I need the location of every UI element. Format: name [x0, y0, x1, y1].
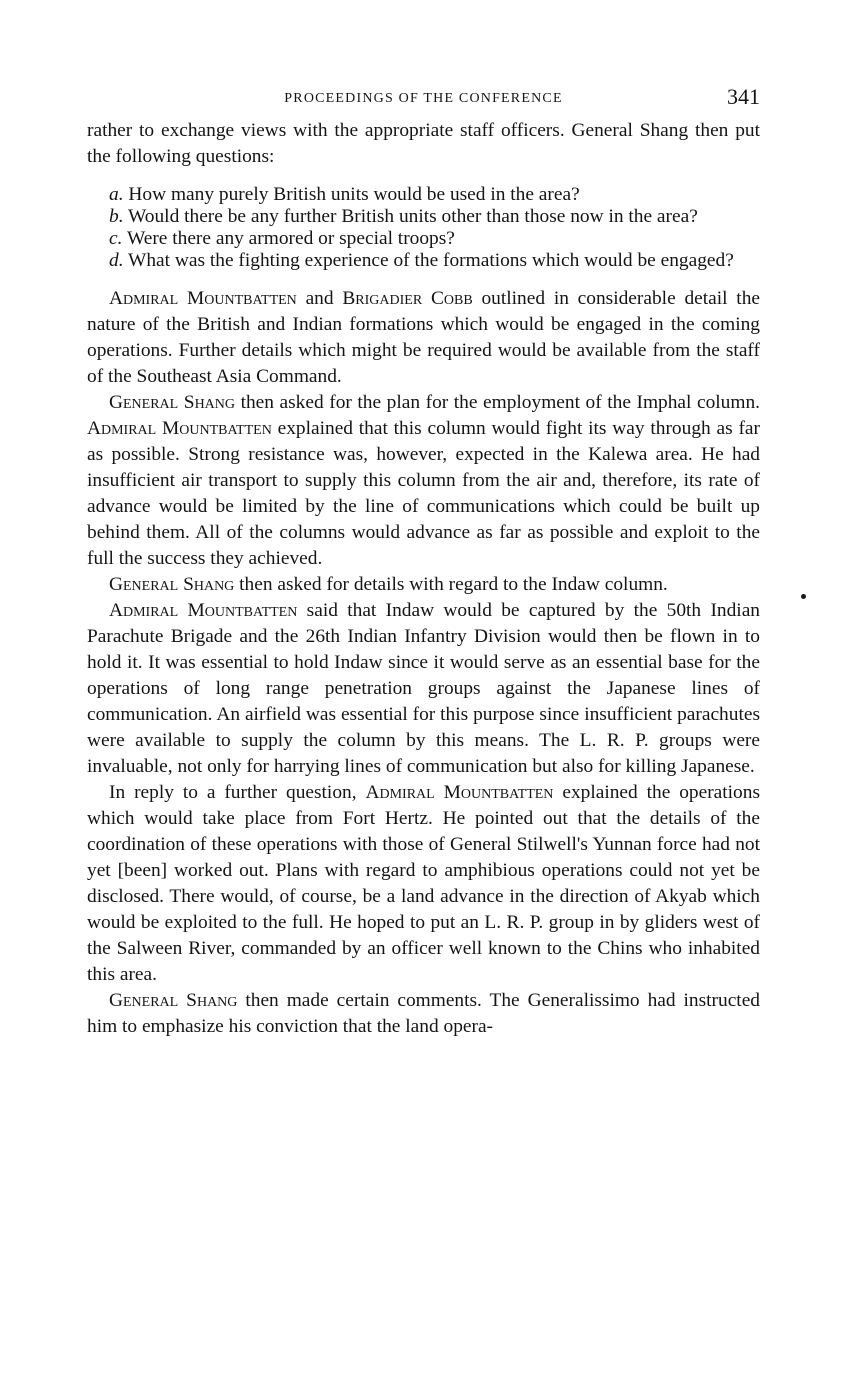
page-header — [87, 84, 760, 118]
speaker-name: Brigadier Cobb — [342, 288, 473, 309]
body-paragraph — [87, 390, 760, 572]
paragraph-text: outlined in considerable detail the nature of the British and Indian formations which would be engaged in the coming operations. Further details which might be required would be available from the staff of the Southeast Asia Command. — [87, 288, 760, 387]
speaker-name: Admiral Mountbatten — [109, 600, 298, 621]
question-letter: b. — [109, 206, 124, 227]
question-list — [87, 184, 760, 272]
body-paragraph — [87, 598, 760, 780]
page-number: 341 — [727, 84, 760, 109]
question-letter: d. — [109, 250, 124, 271]
speaker-name: General Shang — [109, 990, 238, 1011]
speaker-name: Admiral Mountbatten — [87, 418, 272, 439]
body-paragraph — [87, 286, 760, 390]
question-letter: a. — [109, 184, 124, 205]
question-item — [87, 228, 760, 250]
body-paragraph — [87, 780, 760, 988]
speaker-name: Admiral Mountbatten — [365, 782, 554, 803]
question-text: What was the fighting experience of the formations which would be engaged? — [128, 250, 734, 271]
paragraph-text: and — [296, 288, 343, 309]
margin-dot-mark — [801, 594, 806, 599]
question-letter: c. — [109, 228, 123, 249]
paragraph-text: then asked for details with regard to the Indaw column. — [234, 574, 668, 595]
running-head: PROCEEDINGS OF THE CONFERENCE — [284, 91, 563, 106]
paragraph-text: explained the operations which would take place from Fort Hertz. He pointed out that the details of the coordination of these operations with those of General Stilwell's Yunnan force had not yet [been] worked out. Plans with regard to amphibious operations could not yet be disclosed. There would, of course, be a land advance in the direction of Akyab which would be exploited to the full. He hoped to put an L. R. P. group in by gliders west of the Salween River, commanded by an officer well known to the Chins who inhabited this area. — [87, 782, 760, 985]
intro-paragraph: rather to exchange views with the appropriate staff officers. General Shang then put the following questions: — [87, 120, 760, 167]
speaker-name: General Shang — [109, 392, 236, 413]
paragraph-text: said that Indaw would be captured by the 50th Indian Parachute Brigade and the 26th Indian Infantry Division would then be flown in to hold it. It was essential to hold Indaw since it would serve as an essential base for the operations of long range penetration groups against the Japanese lines of communication. An airfield was essential for this purpose since insufficient parachutes were available to supply the column by this means. The L. R. P. groups were invaluable, not only for harrying lines of communication but also for killing Japanese. — [87, 600, 760, 777]
question-text: Would there be any further British units other than those now in the area? — [128, 206, 698, 227]
document-page — [87, 84, 760, 1040]
paragraph-text: then asked for the plan for the employment of the Imphal column. — [235, 392, 760, 413]
speaker-name: General Shang — [109, 574, 235, 595]
paragraph-text: explained that this column would fight its way through as far as possible. Strong resistance was, however, expected in the Kalewa area. He had insufficient air transport to supply this column from the air and, therefore, its rate of advance would be limited by the line of communications which could be built up behind them. All of the columns would advance as far as possible and exploit to the full the success they achieved. — [87, 418, 760, 569]
paragraph-text: then made certain comments. The Generalissimo had instructed him to emphasize his conviction that the land opera- — [87, 990, 760, 1037]
question-item — [87, 250, 760, 272]
body-paragraph — [87, 572, 760, 598]
question-item — [87, 184, 760, 206]
question-text: How many purely British units would be used in the area? — [128, 184, 580, 205]
speaker-name: Admiral Mountbatten — [109, 288, 297, 309]
question-text: Were there any armored or special troops? — [126, 228, 455, 249]
paragraph-text: In reply to a further question, — [109, 782, 366, 803]
question-item — [87, 206, 760, 228]
body-paragraph — [87, 988, 760, 1040]
